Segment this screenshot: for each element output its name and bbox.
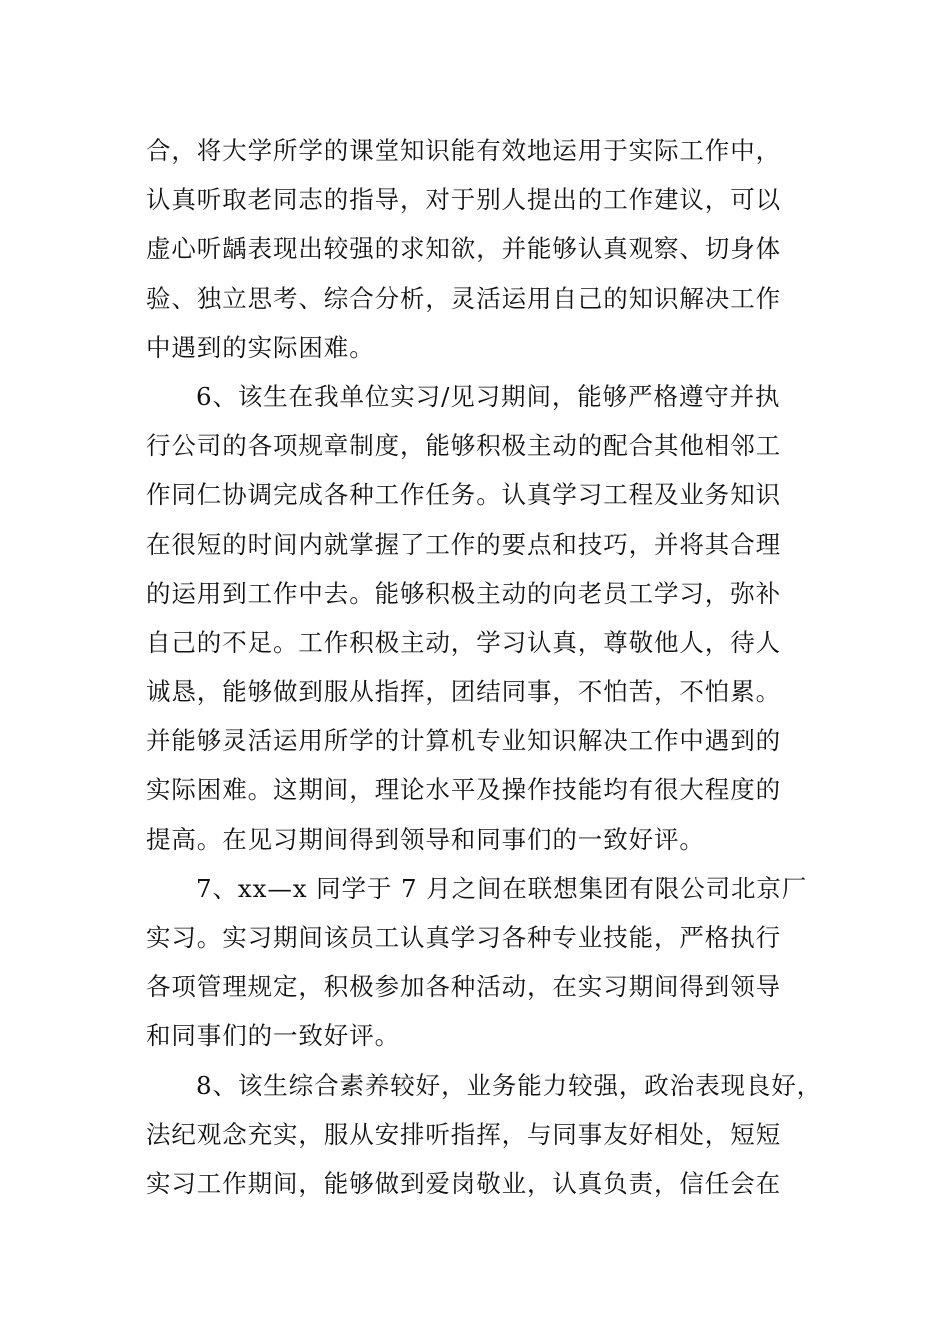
paragraph-1 [146, 126, 812, 372]
paragraph-8 [146, 1061, 823, 1209]
paragraph-6 [146, 372, 812, 864]
paragraph-line: 提高。在见习期间得到领导和同事们的一致好评。 [146, 824, 705, 854]
paragraph-line: 作同仁协调完成各种工作任务。认真学习工程及业务知识 [146, 480, 781, 510]
paragraph-line: 的运用到工作中去。能够积极主动的向老员工学习，弥补 [146, 578, 781, 608]
paragraph-7 [146, 864, 812, 1061]
paragraph-line: 在很短的时间内就掌握了工作的要点和技巧，并将其合理 [146, 529, 781, 559]
paragraph-line: 法纪观念充实，服从安排听指挥，与同事友好相处，短短 [146, 1119, 781, 1149]
paragraph-line: 认真听取老同志的指导，对于别人提出的工作建议，可以 [146, 185, 781, 215]
document-body [146, 126, 823, 1208]
paragraph-line: 实习。实习期间该员工认真学习各种专业技能，严格执行 [146, 923, 781, 952]
paragraph-line: 验、独立思考、综合分析，灵活运用自己的知识解决工作 [146, 283, 781, 313]
paragraph-line: 7、xx—x 同学于 7 月之间在联想集团有限公司北京厂 [196, 873, 808, 903]
paragraph-line: 中遇到的实际困难。 [146, 332, 375, 362]
paragraph-line: 行公司的各项规章制度，能够积极主动的配合其他相邻工 [146, 431, 781, 461]
paragraph-line: 自己的不足。工作积极主动，学习认真，尊敬他人，待人 [146, 627, 781, 657]
paragraph-line: 实习工作期间，能够做到爱岗敬业，认真负责，信任会在 [146, 1168, 781, 1198]
paragraph-line: 各项管理规定，积极参加各种活动，在实习期间得到领导 [146, 972, 781, 1002]
paragraph-line: 实际困难。这期间，理论水平及操作技能均有很大程度的 [146, 775, 781, 805]
paragraph-line: 诚恳，能够做到服从指挥，团结同事，不怕苦，不怕累。 [146, 677, 781, 707]
paragraph-line: 并能够灵活运用所学的计算机专业知识解决工作中遇到的 [146, 726, 781, 756]
paragraph-line: 8、该生综合素养较好，业务能力较强，政治表现良好， [196, 1070, 823, 1100]
paragraph-line: 6、该生在我单位实习/见习期间，能够严格遵守并执 [196, 381, 781, 411]
paragraph-line: 虚心听龋表现出较强的求知欲，并能够认真观察、切身体 [146, 234, 781, 264]
paragraph-line: 和同事们的一致好评。 [146, 1021, 400, 1051]
paragraph-line: 合，将大学所学的课堂知识能有效地运用于实际工作中， [146, 136, 781, 165]
